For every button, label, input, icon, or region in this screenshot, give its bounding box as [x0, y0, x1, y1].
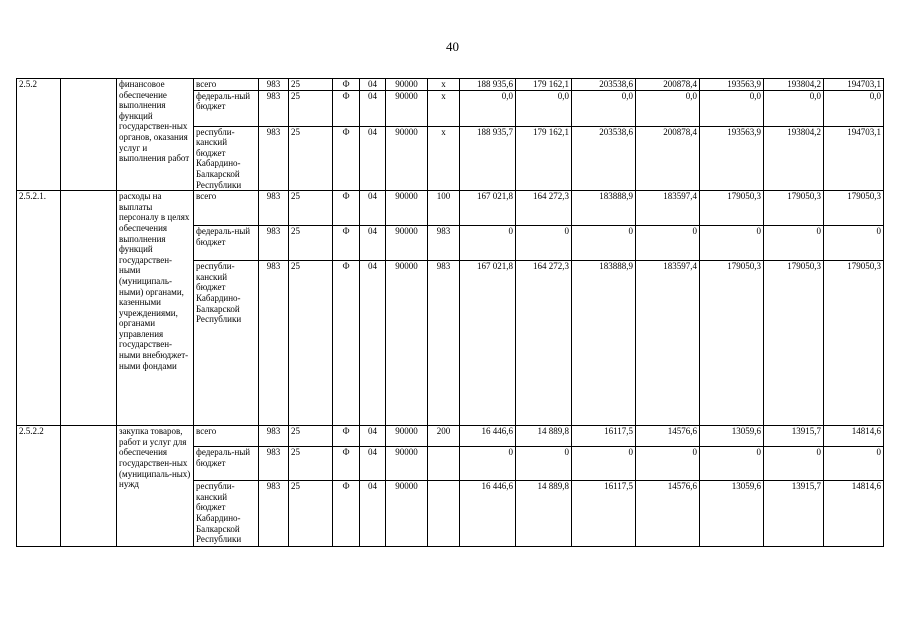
grbs-code: 983 — [259, 426, 289, 447]
program-code: Ф — [333, 191, 360, 226]
year-value: 14 889,8 — [516, 481, 572, 547]
section-code: 25 — [289, 126, 333, 191]
year-value: 203538,6 — [572, 126, 636, 191]
year-value: 16 446,6 — [460, 481, 516, 547]
table-row — [17, 191, 884, 226]
empty-cell — [61, 79, 117, 191]
target-code: 90000 — [386, 261, 428, 426]
year-value: 203538,6 — [572, 79, 636, 91]
section-code: 25 — [289, 90, 333, 126]
year-value: 179050,3 — [764, 261, 824, 426]
subprogram-code: 04 — [360, 226, 386, 261]
year-value: 179050,3 — [700, 191, 764, 226]
section-code: 25 — [289, 79, 333, 91]
year-value: 179 162,1 — [516, 79, 572, 91]
year-value: 14814,6 — [824, 481, 884, 547]
subprogram-code: 04 — [360, 481, 386, 547]
year-value: 193563,9 — [700, 79, 764, 91]
expense-type-code: х — [428, 90, 460, 126]
expense-type-code — [428, 481, 460, 547]
program-code: Ф — [333, 261, 360, 426]
year-value: 0 — [700, 226, 764, 261]
year-value: 164 272,3 — [516, 191, 572, 226]
year-value: 179050,3 — [764, 191, 824, 226]
year-value: 0 — [700, 447, 764, 481]
empty-cell — [61, 191, 117, 426]
item-description: закупка товаров, работ и услуг для обеспечения государствен-ных (муниципаль-ных) нужд — [117, 426, 194, 547]
year-value: 13915,7 — [764, 481, 824, 547]
section-code: 25 — [289, 191, 333, 226]
year-value: 0 — [460, 226, 516, 261]
grbs-code: 983 — [259, 79, 289, 91]
funding-source: федераль-ный бюджет — [194, 226, 259, 261]
year-value: 167 021,8 — [460, 191, 516, 226]
year-value: 0,0 — [572, 90, 636, 126]
expense-type-code: 983 — [428, 226, 460, 261]
year-value: 179 162,1 — [516, 126, 572, 191]
year-value: 183597,4 — [636, 191, 700, 226]
target-code: 90000 — [386, 447, 428, 481]
expense-type-code: х — [428, 79, 460, 91]
funding-source: федераль-ный бюджет — [194, 447, 259, 481]
grbs-code: 983 — [259, 90, 289, 126]
expense-type-code: 100 — [428, 191, 460, 226]
grbs-code: 983 — [259, 226, 289, 261]
year-value: 0 — [460, 447, 516, 481]
year-value: 0 — [572, 447, 636, 481]
year-value: 0 — [636, 447, 700, 481]
year-value: 0,0 — [460, 90, 516, 126]
target-code: 90000 — [386, 191, 428, 226]
subprogram-code: 04 — [360, 426, 386, 447]
year-value: 200878,4 — [636, 126, 700, 191]
target-code: 90000 — [386, 90, 428, 126]
year-value: 193804,2 — [764, 126, 824, 191]
program-code: Ф — [333, 79, 360, 91]
grbs-code: 983 — [259, 191, 289, 226]
expense-type-code — [428, 447, 460, 481]
year-value: 0 — [516, 447, 572, 481]
target-code: 90000 — [386, 79, 428, 91]
subprogram-code: 04 — [360, 447, 386, 481]
year-value: 13059,6 — [700, 481, 764, 547]
year-value: 16117,5 — [572, 426, 636, 447]
year-value: 164 272,3 — [516, 261, 572, 426]
item-number: 2.5.2.1. — [17, 191, 61, 426]
page-number: 40 — [446, 39, 459, 54]
expense-type-code: 983 — [428, 261, 460, 426]
target-code: 90000 — [386, 481, 428, 547]
program-code: Ф — [333, 426, 360, 447]
budget-table — [16, 78, 884, 547]
year-value: 200878,4 — [636, 79, 700, 91]
grbs-code: 983 — [259, 261, 289, 426]
section-code: 25 — [289, 226, 333, 261]
year-value: 179050,3 — [824, 261, 884, 426]
year-value: 183888,9 — [572, 191, 636, 226]
subprogram-code: 04 — [360, 79, 386, 91]
funding-source: всего — [194, 426, 259, 447]
year-value: 13059,6 — [700, 426, 764, 447]
year-value: 14576,6 — [636, 481, 700, 547]
item-number: 2.5.2.2 — [17, 426, 61, 547]
year-value: 0 — [824, 447, 884, 481]
year-value: 183597,4 — [636, 261, 700, 426]
subprogram-code: 04 — [360, 261, 386, 426]
subprogram-code: 04 — [360, 126, 386, 191]
grbs-code: 983 — [259, 481, 289, 547]
year-value: 188 935,6 — [460, 79, 516, 91]
year-value: 16 446,6 — [460, 426, 516, 447]
year-value: 167 021,8 — [460, 261, 516, 426]
program-code: Ф — [333, 481, 360, 547]
year-value: 14 889,8 — [516, 426, 572, 447]
year-value: 179050,3 — [824, 191, 884, 226]
table-row — [17, 79, 884, 91]
table-row — [17, 426, 884, 447]
year-value: 0 — [516, 226, 572, 261]
section-code: 25 — [289, 481, 333, 547]
year-value: 14576,6 — [636, 426, 700, 447]
year-value: 194703,1 — [824, 79, 884, 91]
year-value: 179050,3 — [700, 261, 764, 426]
target-code: 90000 — [386, 226, 428, 261]
year-value: 194703,1 — [824, 126, 884, 191]
target-code: 90000 — [386, 426, 428, 447]
year-value: 0,0 — [700, 90, 764, 126]
subprogram-code: 04 — [360, 191, 386, 226]
grbs-code: 983 — [259, 447, 289, 481]
item-description: финансовое обеспечение выполнения функций государствен-ных органов, оказания услуг и выполнения работ — [117, 79, 194, 191]
section-code: 25 — [289, 426, 333, 447]
expense-type-code: 200 — [428, 426, 460, 447]
year-value: 14814,6 — [824, 426, 884, 447]
funding-source: республи-канский бюджет Кабардино-Балкарской Республики — [194, 126, 259, 191]
year-value: 0 — [764, 447, 824, 481]
grbs-code: 983 — [259, 126, 289, 191]
subprogram-code: 04 — [360, 90, 386, 126]
year-value: 193804,2 — [764, 79, 824, 91]
year-value: 0 — [572, 226, 636, 261]
year-value: 183888,9 — [572, 261, 636, 426]
program-code: Ф — [333, 126, 360, 191]
year-value: 188 935,7 — [460, 126, 516, 191]
year-value: 0 — [636, 226, 700, 261]
funding-source: всего — [194, 191, 259, 226]
section-code: 25 — [289, 447, 333, 481]
funding-source: республи-канский бюджет Кабардино-Балкарской Республики — [194, 481, 259, 547]
year-value: 16117,5 — [572, 481, 636, 547]
funding-source: республи-канский бюджет Кабардино-Балкарской Республики — [194, 261, 259, 426]
year-value: 0 — [824, 226, 884, 261]
funding-source: всего — [194, 79, 259, 91]
item-number: 2.5.2 — [17, 79, 61, 191]
funding-source: федераль-ный бюджет — [194, 90, 259, 126]
year-value: 0 — [764, 226, 824, 261]
program-code: Ф — [333, 447, 360, 481]
section-code: 25 — [289, 261, 333, 426]
year-value: 0,0 — [636, 90, 700, 126]
year-value: 13915,7 — [764, 426, 824, 447]
target-code: 90000 — [386, 126, 428, 191]
program-code: Ф — [333, 90, 360, 126]
year-value: 0,0 — [764, 90, 824, 126]
year-value: 193563,9 — [700, 126, 764, 191]
program-code: Ф — [333, 226, 360, 261]
year-value: 0,0 — [824, 90, 884, 126]
item-description: расходы на выплаты персоналу в целях обеспечения выполнения функций государствен-ными (муниципаль-ными) органами, казенными учреждениями, органами управления государствен-ными внебюджет-ными фондами — [117, 191, 194, 426]
empty-cell — [61, 426, 117, 547]
expense-type-code: х — [428, 126, 460, 191]
year-value: 0,0 — [516, 90, 572, 126]
